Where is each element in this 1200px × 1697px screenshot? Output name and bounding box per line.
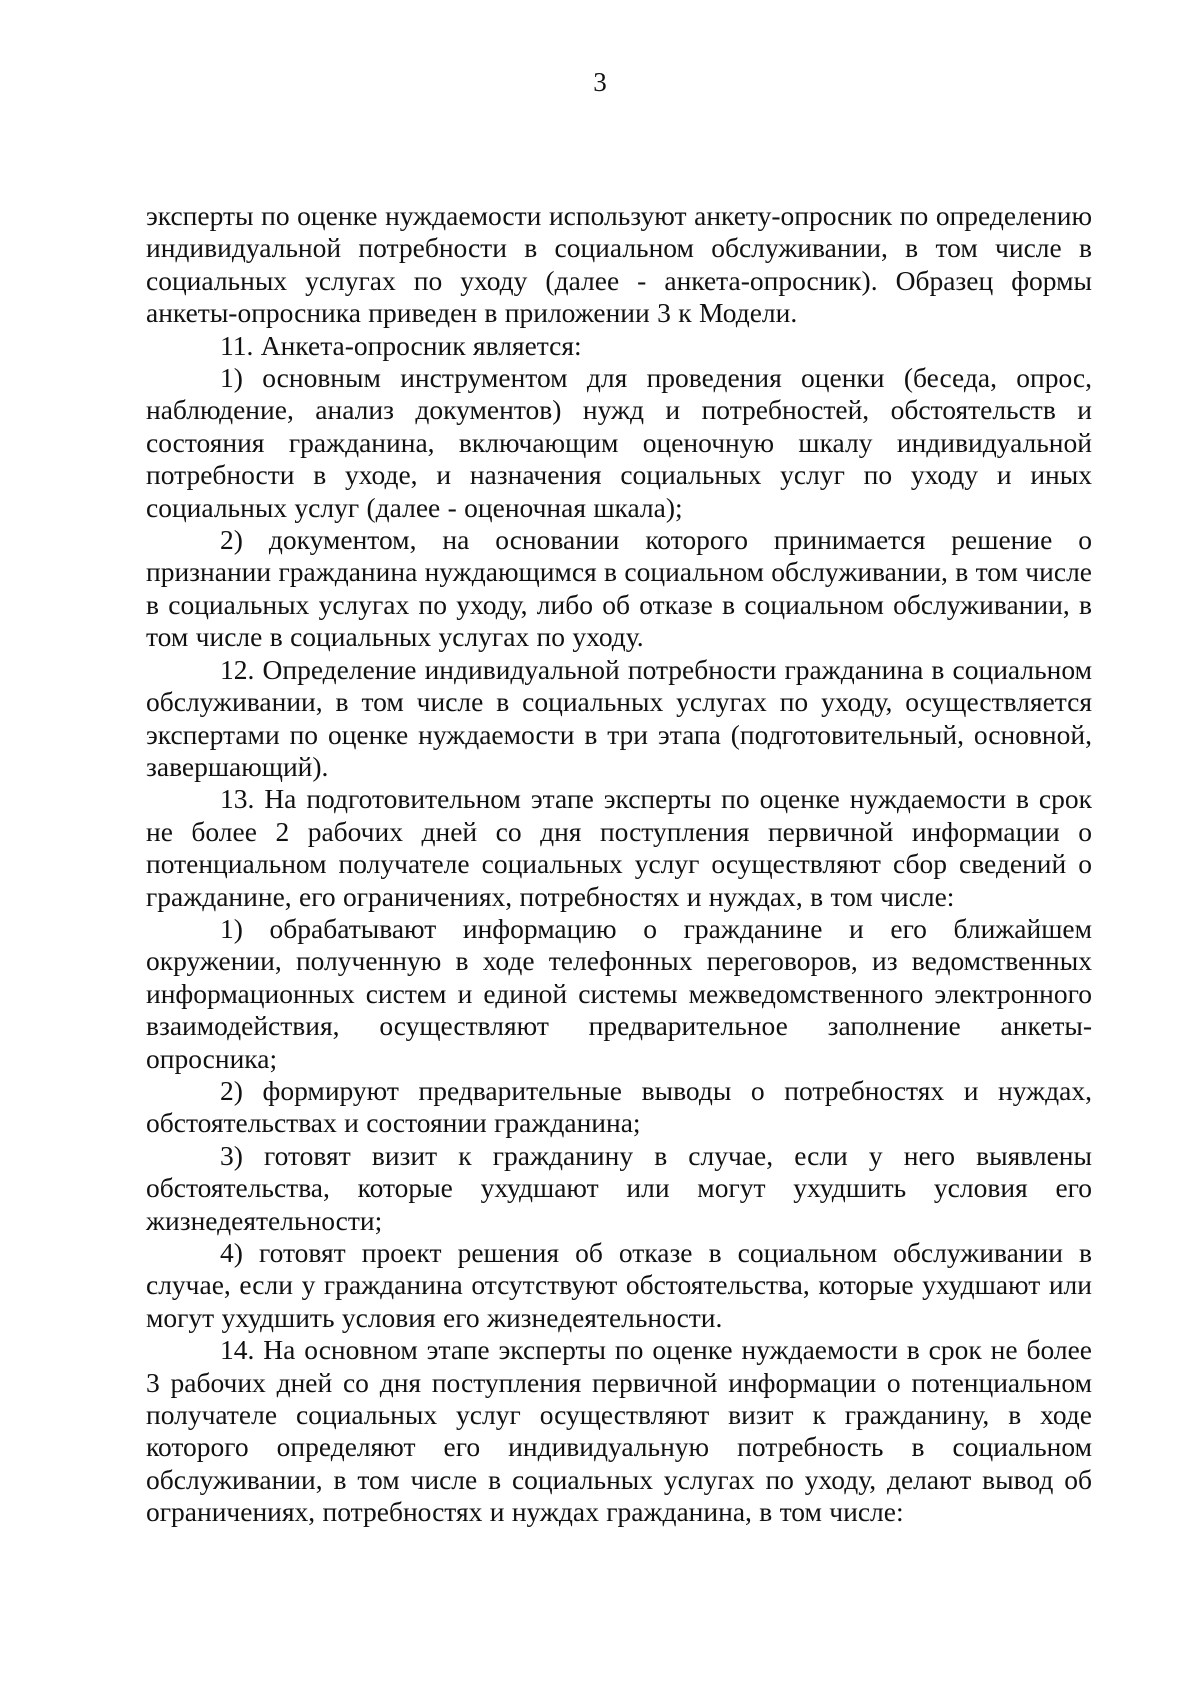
paragraph-item-11-2: 2) документом, на основании которого принимается решение о признании гражданина нуждающимся в социальном обслуживании, в том числе в социальных услугах по уходу, либо об отказе в социальном обслуживании, в том числе в социальных услугах по уходу.: [146, 524, 1092, 653]
paragraph-item-11-1: 1) основным инструментом для проведения оценки (беседа, опрос, наблюдение, анализ документов) нужд и потребностей, обстоятельств и состояния гражданина, включающим оценочную шкалу индивидуальной потребности в уходе, и назначения социальных услуг по уходу и иных социальных услуг (далее - оценочная шкала);: [146, 362, 1092, 523]
paragraph-item-13-3: 3) готовят визит к гражданину в случае, если у него выявлены обстоятельства, которые ухудшают или могут ухудшить условия его жизнедеятельности;: [146, 1139, 1092, 1236]
page-number: 3: [593, 67, 607, 97]
paragraph-item-13-2: 2) формируют предварительные выводы о потребностях и нуждах, обстоятельствах и состоянии гражданина;: [146, 1074, 1092, 1139]
paragraph-item-13-4: 4) готовят проект решения об отказе в социальном обслуживании в случае, если у гражданина отсутствуют обстоятельства, которые ухудшают или могут ухудшить условия его жизнедеятельности.: [146, 1237, 1092, 1333]
paragraph-item-13: 13. На подготовительном этапе эксперты по оценке нуждаемости в срок не более 2 рабочих дней со дня поступления первичной информации о потенциальном получателе социальных услуг осуществляют сбор сведений о гражданине, его ограничениях, потребностях и нуждах, в том числе:: [146, 783, 1092, 912]
paragraph-item-14: 14. На основном этапе эксперты по оценке нуждаемости в срок не более 3 рабочих дней со дня поступления первичной информации о потенциальном получателе социальных услуг осуществляют визит к гражданину, в ходе которого определяют его индивидуальную потребность в социальном обслуживании, в том числе в социальных услугах по уходу, делают вывод об ограничениях, потребностях и нуждах гражданина, в том числе:: [146, 1334, 1092, 1528]
paragraph-item-13-1: 1) обрабатывают информацию о гражданине и его ближайшем окружении, полученную в ходе телефонных переговоров, из ведомственных информационных систем и единой системы межведомственного электронного взаимодействия, осуществляют предварительное заполнение анкеты-опросника;: [146, 912, 1092, 1074]
document-body: [146, 200, 1092, 1529]
paragraph-item-12: 12. Определение индивидуальной потребности гражданина в социальном обслуживании, в том числе в социальных услугах по уходу, осуществляется экспертами по оценке нуждаемости в три этапа (подготовительный, основной, завершающий).: [146, 653, 1092, 782]
paragraph-item-11: 11. Анкета-опросник является:: [220, 329, 582, 361]
paragraph-continuation: эксперты по оценке нуждаемости используют анкету-опросник по определению индивидуальной потребности в социальном обслуживании, в том числе в социальных услугах по уходу (далее - анкета-опросник). Образец формы анкеты-опросника приведен в приложении 3 к Модели.: [146, 200, 1092, 329]
